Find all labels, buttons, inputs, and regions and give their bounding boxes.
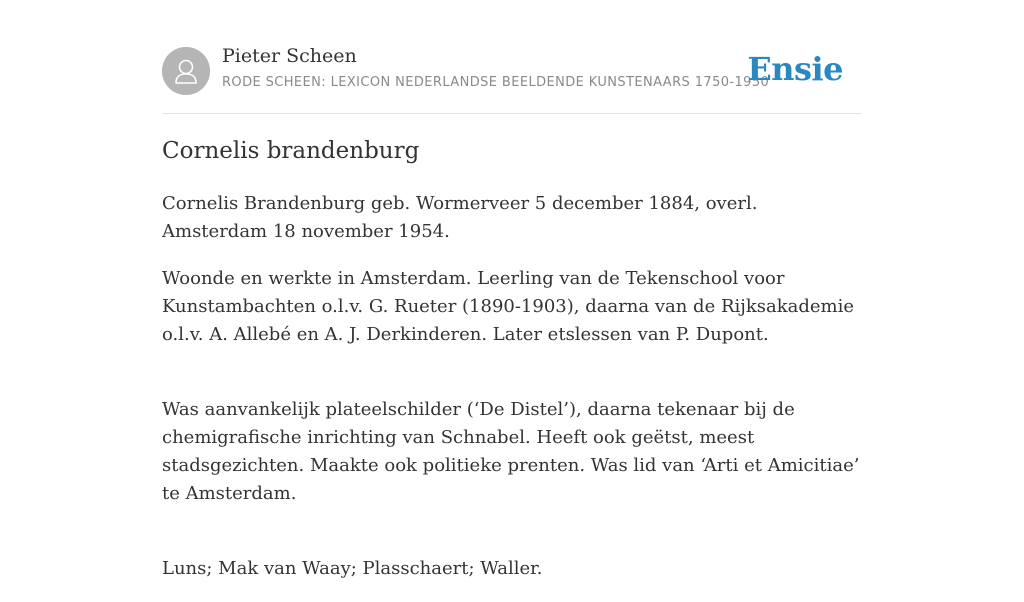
- page-title: Cornelis brandenburg: [162, 138, 420, 164]
- spacer: [162, 368, 862, 396]
- article-body: [162, 190, 862, 602]
- author-name[interactable]: Pieter Scheen: [222, 45, 357, 67]
- source-title[interactable]: RODE SCHEEN: LEXICON NEDERLANDSE BEELDENDE KUNSTENAARS 1750-1950: [222, 75, 770, 90]
- article-container: [162, 0, 862, 579]
- brand-logo[interactable]: Ensie: [747, 50, 843, 88]
- paragraph-sources: Luns; Mak van Waay; Plasschaert; Waller.: [162, 558, 543, 579]
- spacer: [162, 527, 862, 555]
- paragraph-career: Was aanvankelijk plateelschilder (‘De Distel’), daarna tekenaar bij de chemigrafische inrichting van Schnabel. Heeft ook geëtst, meest stadsgezichten. Maakte ook politieke prenten. Was lid van ‘Arti et Amicitiae’ te Amsterdam.: [162, 399, 860, 504]
- avatar[interactable]: [162, 47, 210, 95]
- paragraph-education: Woonde en werkte in Amsterdam. Leerling van de Tekenschool voor Kunstambachten o.l.v. G. Rueter (1890-1903), daarna van de Rijksakademie o.l.v. A. Allebé en A. J. Derkinderen. Later etslessen van P. Dupont.: [162, 268, 855, 345]
- user-icon: [162, 47, 210, 95]
- article-header: [162, 0, 862, 114]
- paragraph-birth-death: Cornelis Brandenburg geb. Wormerveer 5 december 1884, overl. Amsterdam 18 november 1954.: [162, 193, 758, 242]
